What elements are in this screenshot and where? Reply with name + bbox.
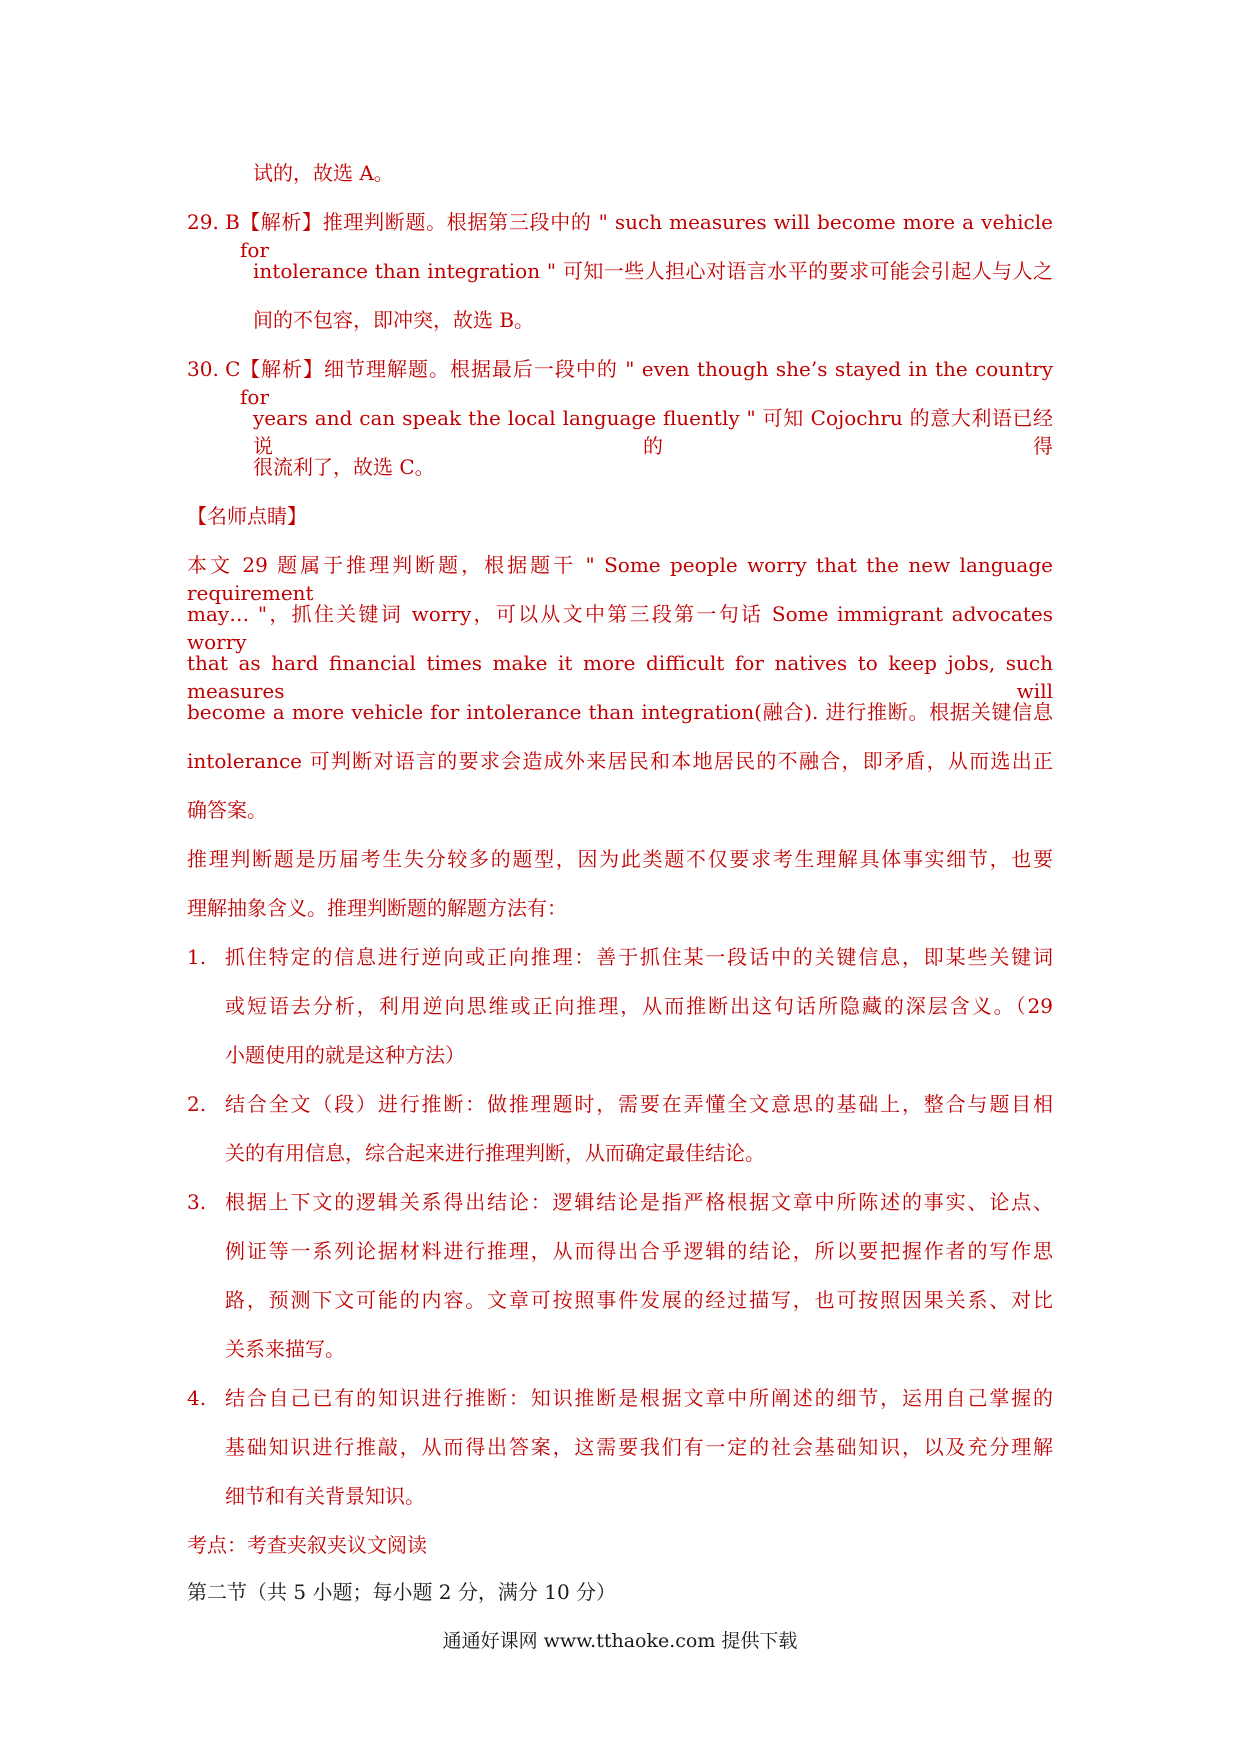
method-line: 小题使用的就是这种方法）	[225, 1043, 465, 1067]
method-line: 基础知识进行推敲，从而得出答案，这需要我们有一定的社会基础知识，以及充分理解	[225, 1435, 1053, 1459]
method-line: 例证等一系列论据材料进行推理，从而得出合乎逻辑的结论，所以要把握作者的写作思	[225, 1239, 1053, 1263]
q28-answer-tail: 试的，故选 A。	[253, 161, 394, 185]
teacher-note-paragraph-line: 本文 29 题属于推理判断题，根据题干 " Some people worry that the new language requirement	[187, 553, 1053, 605]
method-line: 结合全文（段）进行推断：做推理题时，需要在弄懂全文意思的基础上，整合与题目相	[225, 1092, 1053, 1116]
teacher-note-paragraph-line: intolerance 可判断对语言的要求会造成外来居民和本地居民的不融合，即矛盾，从而选出正	[187, 749, 1053, 773]
page-footer: 通通好课网 www.tthaoke.com 提供下载	[442, 1630, 798, 1652]
q29-number: 29. B	[187, 210, 240, 234]
method-number: 3.	[187, 1190, 207, 1214]
q29-explanation-line: 【解析】推理判断题。根据第三段中的 " such measures will become more a vehicle for	[240, 210, 1053, 262]
method-line: 细节和有关背景知识。	[225, 1484, 425, 1508]
method-line: 抓住特定的信息进行逆向或正向推理：善于抓住某一段话中的关键信息，即某些关键词	[225, 945, 1053, 969]
q29-explanation-line: intolerance than integration " 可知一些人担心对语言水平的要求可能会引起人与人之	[253, 259, 1053, 283]
method-number: 2.	[187, 1092, 207, 1116]
method-number: 4.	[187, 1386, 207, 1410]
q30-explanation-line: 【解析】细节理解题。根据最后一段中的 " even though she’s stayed in the country for	[240, 357, 1053, 409]
teacher-note-paragraph-line: become a more vehicle for intolerance than integration(融合). 进行推断。根据关键信息	[187, 700, 1053, 724]
q30-explanation-line: years and can speak the local language fluently " 可知 Cojochru 的意大利语已经说的得	[253, 406, 1053, 458]
teacher-note-paragraph-line: 理解抽象含义。推理判断题的解题方法有：	[187, 896, 567, 920]
method-line: 关系来描写。	[225, 1337, 345, 1361]
method-line: 关的有用信息，综合起来进行推理判断，从而确定最佳结论。	[225, 1141, 765, 1165]
teacher-note-paragraph-line: may… "，抓住关键词 worry，可以从文中第三段第一句话 Some immigrant advocates worry	[187, 602, 1053, 654]
kaodian-label: 考点：考查夹叙夹议文阅读	[187, 1533, 427, 1557]
teacher-note-heading: 【名师点睛】	[187, 504, 307, 528]
method-line: 结合自己已有的知识进行推断：知识推断是根据文章中所阐述的细节，运用自己掌握的	[225, 1386, 1053, 1410]
q30-number: 30. C	[187, 357, 241, 381]
q29-explanation-line: 间的不包容，即冲突，故选 B。	[253, 308, 535, 332]
method-number: 1.	[187, 945, 207, 969]
teacher-note-paragraph-line: 确答案。	[187, 798, 267, 822]
q30-explanation-line: 很流利了，故选 C。	[253, 455, 435, 479]
method-line: 或短语去分析，利用逆向思维或正向推理，从而推断出这句话所隐藏的深层含义。（29	[225, 994, 1053, 1018]
teacher-note-paragraph-line: 推理判断题是历届考生失分较多的题型，因为此类题不仅要求考生理解具体事实细节，也要	[187, 847, 1053, 871]
method-line: 路，预测下文可能的内容。文章可按照事件发展的经过描写，也可按照因果关系、对比	[225, 1288, 1053, 1312]
method-line: 根据上下文的逻辑关系得出结论：逻辑结论是指严格根据文章中所陈述的事实、论点、	[225, 1190, 1053, 1214]
section-two-heading: 第二节（共 5 小题；每小题 2 分，满分 10 分）	[187, 1580, 617, 1604]
teacher-note-paragraph-line: that as hard financial times make it more difficult for natives to keep jobs, such measures will	[187, 651, 1053, 703]
